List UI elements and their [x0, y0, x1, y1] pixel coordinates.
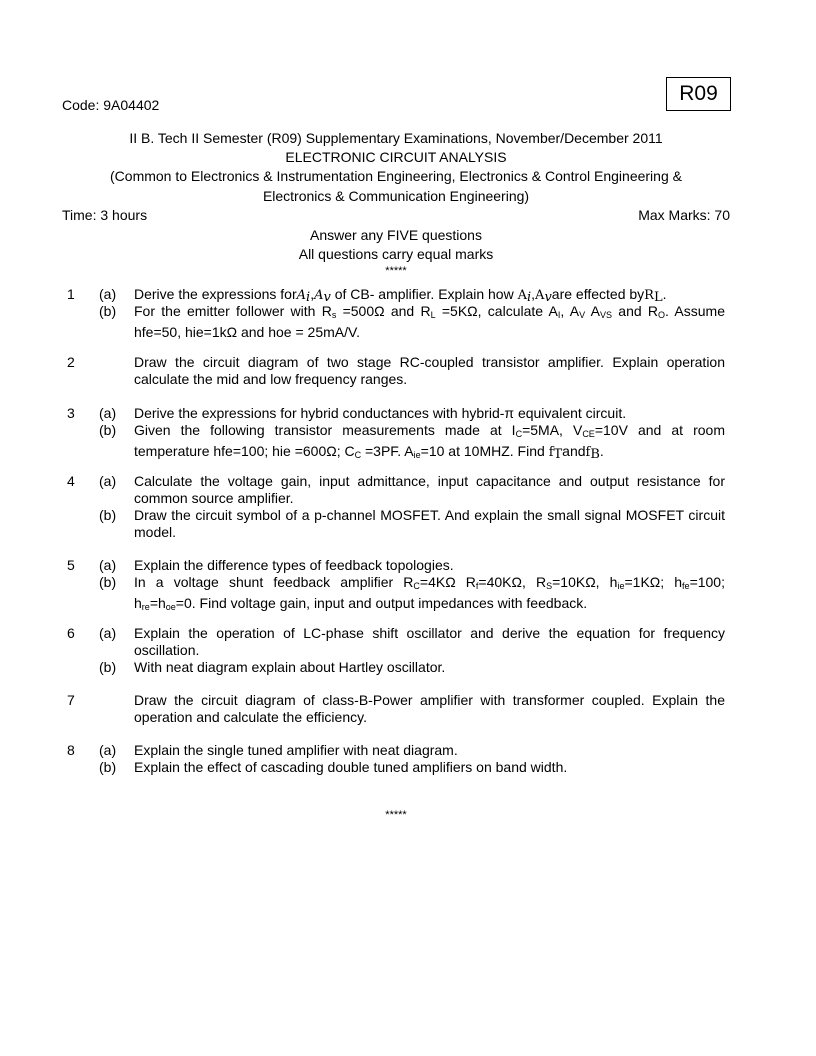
question-6a-text: Explain the operation of LC-phase shift oscillator and derive the equation for frequency oscillation. — [134, 625, 725, 658]
part-label: (b) — [99, 507, 117, 523]
question-7-text: Draw the circuit diagram of class-B-Power amplifier with transformer coupled. Explain the operation and calculate the efficiency. — [134, 692, 725, 725]
paper-code: Code: 9A04402 — [62, 97, 160, 113]
question-number: 2 — [67, 354, 75, 370]
question-number: 6 — [67, 625, 75, 641]
part-label: (a) — [99, 473, 117, 489]
common-line-2: Electronics & Communication Engineering) — [262, 188, 530, 204]
part-label: (a) — [99, 286, 117, 302]
part-label: (b) — [99, 759, 117, 775]
question-4a-text: Calculate the voltage gain, input admittance, input capacitance and output resistance for common source amplifier. — [134, 473, 725, 506]
question-5a-text: Explain the difference types of feedback topologies. — [134, 557, 454, 573]
regulation-badge: R09 — [666, 77, 731, 111]
footer-stars: ***** — [385, 809, 407, 821]
part-label: (b) — [99, 574, 117, 590]
question-number: 3 — [67, 405, 75, 421]
question-6b-text: With neat diagram explain about Hartley oscillator. — [134, 659, 446, 675]
question-number: 8 — [67, 742, 75, 758]
exam-title: II B. Tech II Semester (R09) Supplementary Examinations, November/December 2011 — [129, 130, 663, 146]
time-label: Time: 3 hours — [62, 207, 148, 223]
question-8b-text: Explain the effect of cascading double tuned amplifiers on band width. — [134, 759, 568, 775]
question-3b-text: Given the following transistor measurements made at $I_C=5MA$, $V_{CE}=10V$ and at room temperature hfe=100; hie =600Ω; $C_C =3PF$. $A_{ie}=10$ at 10MHZ. Find $f_Tandf_B$. — [134, 422, 725, 462]
question-1b-text: For the emitter follower with $R_s =500\Omega$ and $R_L =5K\Omega$, calculate $A_I$, $A_V$ $A_{VS}$ and $R_O$. Assume hfe=50, hie=1kΩ and hoe = 25mA/V. — [134, 303, 725, 340]
part-label: (a) — [99, 405, 117, 421]
max-marks-label: Max Marks: 70 — [638, 207, 730, 223]
question-1a-text: Derive the expressions $forA_i,A_v$ of CB- amplifier. Explain how $A_i,A_vare$ effected byR$_L$. — [134, 286, 667, 305]
question-number: 1 — [67, 286, 75, 302]
instruction-marks: All questions carry equal marks — [298, 246, 494, 262]
part-label: (a) — [99, 742, 117, 758]
question-number: 4 — [67, 473, 75, 489]
header-stars: ***** — [385, 265, 407, 277]
subject-title: ELECTRONIC CIRCUIT ANALYSIS — [285, 149, 507, 165]
question-number: 7 — [67, 692, 75, 708]
question-2-text: Draw the circuit diagram of two stage RC-coupled transistor amplifier. Explain operation calculate the mid and low frequency ranges. — [134, 354, 725, 387]
part-label: (a) — [99, 557, 117, 573]
question-8a-text: Explain the single tuned amplifier with neat diagram. — [134, 742, 458, 758]
question-3a-text: Derive the expressions for hybrid conductances with hybrid-π equivalent circuit. — [134, 405, 627, 421]
part-label: (a) — [99, 625, 117, 641]
question-5b-text: In a voltage shunt feedback amplifier $R_C=4K\Omega$ $R_f=40K\Omega$, $R_S=10K\Omega$, $h_{ie}=1K\Omega$; $h_{fe}=100$; $h_{re}=h_{oe}=0$. Find voltage gain, input and output impedances with feedback. — [134, 574, 725, 612]
part-label: (b) — [99, 303, 117, 319]
question-number: 5 — [67, 557, 75, 573]
common-line-1: (Common to Electronics & Instrumentation Engineering, Electronics & Control Engineering & — [110, 168, 682, 184]
instruction-answer: Answer any FIVE questions — [310, 227, 482, 243]
part-label: (b) — [99, 659, 117, 675]
part-label: (b) — [99, 422, 117, 438]
question-4b-text: Draw the circuit symbol of a p-channel MOSFET. And explain the small signal MOSFET circuit model. — [134, 507, 725, 540]
